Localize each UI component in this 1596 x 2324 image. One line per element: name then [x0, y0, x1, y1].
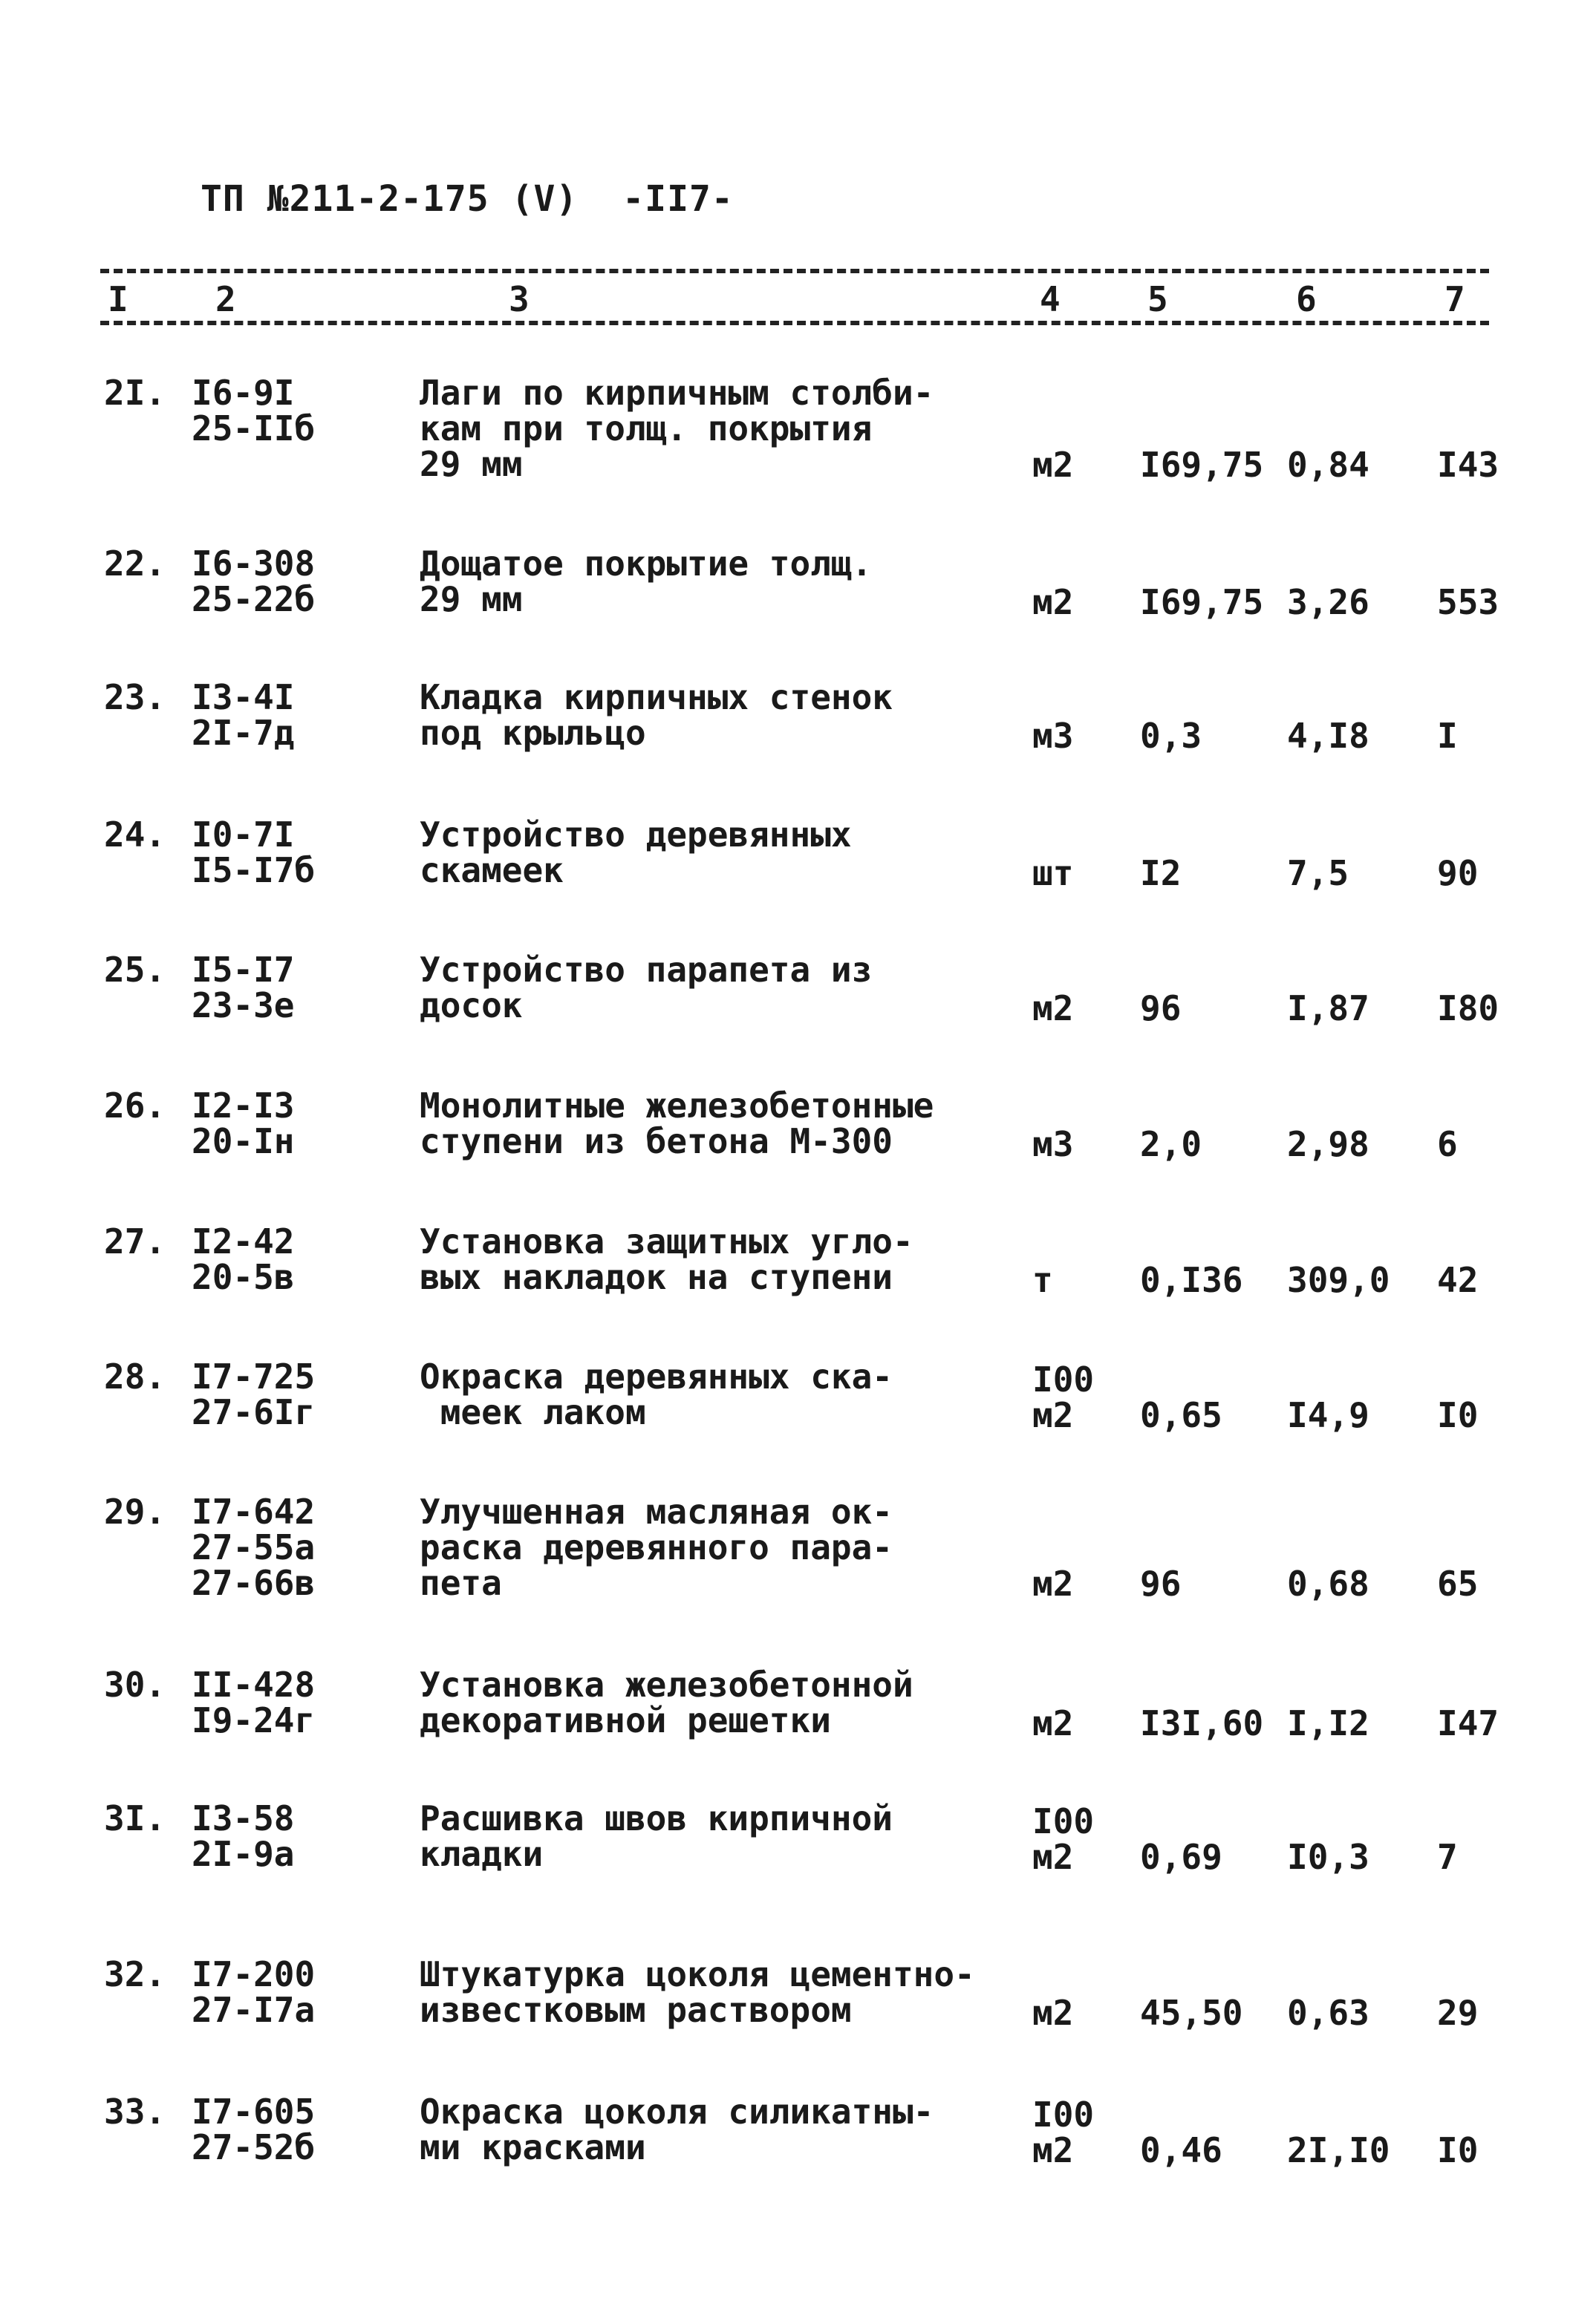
quantity: 45,50	[1140, 1993, 1243, 2033]
description-line: ступени из бетона М-300	[420, 1121, 893, 1161]
unit-of-measure	[1032, 1703, 1074, 1743]
table-row	[0, 1088, 1596, 1162]
description-line: кам при толщ. покрытия	[420, 408, 873, 448]
description-line: Монолитные железобетонные	[420, 1086, 934, 1126]
unit-line: м2	[1032, 1837, 1074, 1877]
unit-line: м3	[1032, 716, 1074, 756]
unit-line: м2	[1032, 1564, 1074, 1604]
description-line: Кладка кирпичных стенок	[420, 677, 893, 717]
norm-code: I0-7I	[192, 815, 295, 855]
norm-code: I3-4I	[192, 677, 295, 717]
unit-price: I0,3	[1287, 1837, 1369, 1877]
unit-line: м2	[1032, 445, 1074, 485]
work-description	[420, 679, 1014, 751]
description-line: Лаги по кирпичным столби-	[420, 373, 934, 413]
column-header: 3	[509, 279, 530, 319]
row-number: 24.	[104, 815, 166, 855]
unit-of-measure	[1032, 1995, 1073, 2031]
norm-code: I7-200	[192, 1954, 316, 1994]
unit-line: м3	[1032, 1124, 1074, 1164]
row-number: 26.	[104, 1086, 166, 1126]
quantity: 0,69	[1140, 1837, 1222, 1877]
total-cost: I80	[1437, 988, 1499, 1028]
row-number: 30.	[104, 1665, 166, 1705]
total-cost: 7	[1437, 1837, 1458, 1877]
table-row	[0, 1494, 1596, 1602]
row-number: 28.	[104, 1357, 166, 1397]
total-cost: I43	[1437, 445, 1499, 485]
column-header: I	[108, 279, 128, 319]
total-cost: 553	[1437, 582, 1499, 622]
description-line: декоративной решетки	[420, 1700, 831, 1740]
norm-code: 27-52б	[192, 2127, 316, 2167]
total-cost: 90	[1437, 853, 1479, 893]
norm-codes	[192, 2094, 315, 2165]
description-line: 29 мм	[420, 579, 523, 619]
row-number: 3I.	[104, 1798, 166, 1838]
norm-code: I7-605	[192, 2092, 316, 2132]
doc-code: ТП №211-2-175 (V)	[201, 178, 579, 220]
column-headers	[0, 279, 1596, 324]
table-top-rule	[100, 269, 1489, 273]
norm-code: I6-9I	[192, 373, 295, 413]
column-header: 2	[215, 279, 236, 319]
unit-line: м2	[1032, 582, 1074, 622]
norm-code: I6-308	[192, 544, 316, 584]
quantity: 2,0	[1140, 1124, 1202, 1164]
norm-codes	[192, 1798, 295, 1874]
norm-codes	[192, 546, 315, 617]
row-number: 23.	[104, 677, 166, 717]
unit-price: I4,9	[1287, 1395, 1369, 1435]
table-row	[0, 375, 1596, 483]
column-header: 7	[1444, 279, 1465, 319]
unit-line: м2	[1032, 988, 1074, 1028]
row-number: 2I.	[104, 373, 166, 413]
unit-of-measure	[1032, 718, 1073, 754]
description-line: Расшивка швов кирпичной	[420, 1798, 893, 1838]
row-number: 32.	[104, 1954, 166, 1994]
description-line: Устройство деревянных	[420, 815, 852, 855]
norm-code: 20-5в	[192, 1257, 295, 1297]
norm-code: I3-58	[192, 1798, 295, 1838]
table-row	[0, 1798, 1596, 1877]
table-row	[0, 546, 1596, 620]
unit-line: I00	[1032, 1801, 1095, 1841]
norm-codes	[192, 1494, 315, 1601]
quantity: I69,75	[1140, 445, 1264, 485]
work-description	[420, 1088, 1014, 1159]
description-line: 29 мм	[420, 444, 523, 484]
page-header	[201, 178, 734, 220]
norm-code: I2-I3	[192, 1086, 295, 1126]
norm-codes	[192, 817, 315, 888]
norm-codes	[192, 375, 315, 446]
unit-of-measure	[1032, 1262, 1053, 1298]
total-cost: I47	[1437, 1703, 1499, 1743]
norm-code: II-428	[192, 1665, 316, 1705]
work-description	[420, 1956, 1014, 2028]
table-row	[0, 1956, 1596, 2031]
row-number: 29.	[104, 1492, 166, 1532]
unit-line: т	[1032, 1260, 1053, 1300]
total-cost: I0	[1437, 2130, 1479, 2170]
page-number: -II7-	[622, 178, 734, 220]
norm-code: I5-I7	[192, 950, 295, 990]
unit-line: м2	[1032, 1703, 1074, 1743]
table-row	[0, 817, 1596, 891]
unit-of-measure	[1032, 2097, 1094, 2168]
work-description	[420, 2094, 1014, 2165]
norm-code: I5-I7б	[192, 850, 316, 890]
description-line: пета	[420, 1563, 502, 1603]
unit-price: 3,26	[1287, 582, 1369, 622]
description-line: Окраска цоколя силикатны-	[420, 2092, 934, 2132]
norm-code: 27-55а	[192, 1527, 316, 1567]
row-number: 25.	[104, 950, 166, 990]
description-line: вых накладок на ступени	[420, 1257, 893, 1297]
description-line: скамеек	[420, 850, 564, 890]
description-line: Окраска деревянных ска-	[420, 1357, 893, 1397]
unit-price: I,I2	[1287, 1703, 1369, 1743]
description-line: кладки	[420, 1834, 544, 1874]
table-row	[0, 679, 1596, 754]
quantity: 0,3	[1140, 716, 1202, 756]
description-line: Установка защитных угло-	[420, 1221, 913, 1261]
unit-of-measure	[1032, 855, 1073, 891]
norm-codes	[192, 1359, 315, 1430]
quantity: 0,65	[1140, 1395, 1222, 1435]
table-header-rule	[100, 321, 1489, 325]
row-number: 33.	[104, 2092, 166, 2132]
quantity: 0,I36	[1140, 1260, 1243, 1300]
norm-code: 25-IIб	[192, 408, 316, 448]
unit-price: 4,I8	[1287, 716, 1369, 756]
description-line: Установка железобетонной	[420, 1665, 913, 1705]
total-cost: 65	[1437, 1564, 1479, 1604]
norm-code: I9-24г	[192, 1700, 316, 1740]
description-line: раска деревянного пара-	[420, 1527, 893, 1567]
norm-code: 23-3е	[192, 985, 295, 1025]
unit-line: м2	[1032, 2130, 1074, 2170]
norm-code: 27-I7а	[192, 1990, 316, 2030]
column-header: 4	[1040, 279, 1061, 319]
table-row	[0, 2094, 1596, 2168]
table-row	[0, 1221, 1596, 1300]
description-line: Штукатурка цоколя цементно-	[420, 1954, 975, 1994]
work-description	[420, 375, 1014, 482]
description-line: Улучшенная масляная ок-	[420, 1492, 893, 1532]
unit-price: 2,98	[1287, 1124, 1369, 1164]
table-row	[0, 1667, 1596, 1741]
unit-of-measure	[1032, 1126, 1073, 1162]
unit-line: I00	[1032, 1360, 1095, 1400]
unit-of-measure	[1032, 447, 1073, 483]
quantity: I69,75	[1140, 582, 1264, 622]
norm-code: I7-725	[192, 1357, 316, 1397]
work-description	[420, 546, 1014, 617]
unit-price: 0,84	[1287, 445, 1369, 485]
work-description	[420, 1798, 1014, 1874]
norm-code: 27-6Iг	[192, 1392, 316, 1432]
norm-code: 2I-7д	[192, 713, 295, 753]
quantity: 96	[1140, 988, 1182, 1028]
description-line: досок	[420, 985, 523, 1025]
work-description	[420, 1359, 1014, 1430]
norm-codes	[192, 1956, 315, 2028]
norm-codes	[192, 1221, 295, 1297]
description-line: известковым раствором	[420, 1990, 852, 2030]
norm-code: 2I-9а	[192, 1834, 295, 1874]
unit-price: 2I,I0	[1287, 2130, 1390, 2170]
norm-codes	[192, 1088, 294, 1159]
unit-of-measure	[1032, 1801, 1095, 1877]
description-line: меек лаком	[420, 1392, 646, 1432]
unit-line: шт	[1032, 853, 1074, 893]
norm-codes	[192, 1667, 315, 1738]
unit-of-measure	[1032, 1362, 1094, 1433]
quantity: 0,46	[1140, 2130, 1222, 2170]
unit-of-measure	[1032, 1566, 1073, 1602]
unit-price: I,87	[1287, 988, 1369, 1028]
unit-price: 0,68	[1287, 1564, 1369, 1604]
quantity: 96	[1140, 1564, 1182, 1604]
total-cost: I	[1437, 716, 1458, 756]
work-description	[420, 1494, 1014, 1601]
total-cost: 6	[1437, 1124, 1458, 1164]
total-cost: 42	[1437, 1260, 1479, 1300]
total-cost: 29	[1437, 1993, 1479, 2033]
unit-price: 0,63	[1287, 1993, 1369, 2033]
work-description	[420, 817, 1014, 888]
unit-of-measure	[1032, 584, 1073, 620]
unit-price: 7,5	[1287, 853, 1349, 893]
norm-code: 27-66в	[192, 1563, 316, 1603]
norm-codes	[192, 952, 294, 1023]
work-description	[420, 952, 1014, 1023]
row-number: 27.	[104, 1221, 166, 1261]
unit-price: 309,0	[1287, 1260, 1390, 1300]
norm-codes	[192, 679, 294, 751]
total-cost: I0	[1437, 1395, 1479, 1435]
description-line: ми красками	[420, 2127, 646, 2167]
work-description	[420, 1221, 1014, 1297]
quantity: I3I,60	[1140, 1703, 1264, 1743]
norm-code: I7-642	[192, 1492, 316, 1532]
column-header: 6	[1296, 279, 1317, 319]
unit-line: м2	[1032, 1395, 1074, 1435]
table-row	[0, 1359, 1596, 1433]
description-line: под крыльцо	[420, 713, 646, 753]
unit-line: м2	[1032, 1993, 1074, 2033]
column-header: 5	[1147, 279, 1168, 319]
description-line: Дощатое покрытие толщ.	[420, 544, 873, 584]
norm-code: 25-22б	[192, 579, 316, 619]
row-number: 22.	[104, 544, 166, 584]
quantity: I2	[1140, 853, 1182, 893]
work-description	[420, 1667, 1014, 1738]
norm-code: I2-42	[192, 1221, 295, 1261]
unit-line: I00	[1032, 2095, 1095, 2135]
norm-code: 20-Iн	[192, 1121, 295, 1161]
table-row	[0, 952, 1596, 1026]
description-line: Устройство парапета из	[420, 950, 873, 990]
unit-of-measure	[1032, 990, 1073, 1026]
